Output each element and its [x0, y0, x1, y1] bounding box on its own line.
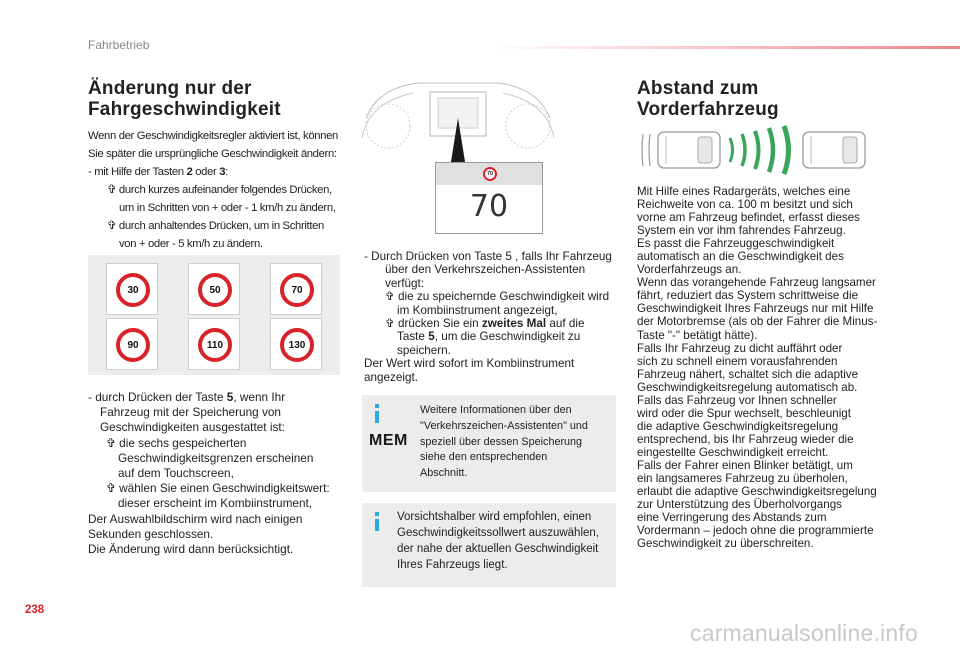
sub-bullet	[88, 217, 353, 235]
speed-sign-110[interactable]	[188, 318, 240, 370]
text-line: Vordermann – jedoch ohne die programmierte	[637, 524, 874, 538]
closing-line: Der Auswahlbildschirm wird nach einigen	[88, 511, 303, 526]
sub-bullet	[364, 317, 620, 330]
bullet-text: , wenn Ihr	[233, 390, 286, 404]
sub-bullet: ✞ die zu speichernde Geschwindigkeit wird	[385, 290, 610, 304]
sub-bullet-cont: speichern.	[397, 343, 451, 357]
sub-bullet-text: , um die Geschwindigkeit zu	[434, 330, 581, 344]
after-line: Der Wert wird sofort im Kombiinstrument	[364, 357, 575, 371]
bullet-traffic-sign: - Durch Drücken von Taste 5 , falls Ihr Fahrzeug	[364, 250, 612, 263]
info-line: Geschwindigkeitssollwert auszuwählen,	[397, 527, 599, 539]
info-line: siehe den entsprechenden	[420, 451, 548, 464]
bullet-cont: verfügt:	[385, 276, 424, 290]
speed-sign-70[interactable]	[270, 263, 322, 315]
header-rule	[490, 46, 960, 49]
info-icon	[375, 519, 379, 531]
text-line: Fahrzeug nähert, schaltet sich die adaptive	[637, 367, 859, 381]
text-line: Mit Hilfe eines Radargeräts, welches eine	[637, 185, 851, 198]
sub-bullet-cont: im Kombiinstrument angezeigt,	[397, 303, 558, 317]
right-title	[637, 78, 897, 120]
intro-line: Sie später die ursprüngliche Geschwindigkeit ändern:	[88, 148, 337, 160]
sub-bullet-text: ✞ durch kurzes aufeinander folgendes Drücken,	[107, 184, 332, 196]
info-icon	[375, 411, 379, 423]
bullet-text: :	[225, 166, 228, 178]
text-line: fährt, reduziert das System schrittweise die	[637, 289, 859, 303]
radar-distance-illustration	[638, 120, 888, 180]
info-text	[397, 509, 613, 573]
text-line: Es passt die Fahrzeuggeschwindigkeit	[637, 237, 835, 251]
text-line: ein langsameres Fahrzeug zu überholen,	[637, 472, 848, 486]
text-line: vorne am Fahrzeug befindet, erfasst dieses	[637, 211, 860, 225]
info-box-memory	[362, 395, 616, 492]
speed-selection-grid	[88, 255, 340, 375]
info-line: speziell über dessen Speicherung	[420, 435, 583, 448]
left-memory-text	[88, 390, 350, 557]
text-line: Geschwindigkeitsregelung automatisch ab.	[637, 380, 858, 394]
text-line: entsprechend, bis Ihr Fahrzeug wieder die	[637, 432, 854, 446]
text-line: Falls das Fahrzeug vor Ihnen schneller	[637, 393, 837, 407]
display-speed-value: 70	[469, 189, 509, 224]
bullet-keys	[88, 163, 353, 181]
sub-bullet-cont: von + oder - 5 km/h zu ändern.	[119, 238, 263, 250]
speed-limit-icon: 70	[280, 273, 314, 307]
sub-bullet-cont: auf dem Touchscreen,	[118, 466, 234, 481]
bullet-cont: Geschwindigkeiten ausgestattet ist:	[100, 420, 285, 435]
section-label: Fahrbetrieb	[88, 38, 150, 52]
sub-bullet-text: ✞ durch anhaltendes Drücken, um in Schritten	[107, 220, 324, 232]
key-3: 3	[219, 166, 226, 178]
closing-line: Die Änderung wird dann berücksichtigt.	[88, 542, 294, 557]
cluster-display	[435, 162, 543, 234]
sub-bullet-text: ✞ drücken Sie ein	[385, 317, 482, 331]
text-line: Vorderfahrzeugs an.	[637, 263, 742, 277]
sub-bullet	[88, 436, 350, 451]
bullet-text: - durch Drücken der Taste	[88, 390, 227, 404]
info-line: Vorsichtshalber wird empfohlen, einen	[397, 511, 592, 523]
closing-line: Sekunden geschlossen.	[88, 526, 214, 541]
sub-bullet-cont: um in Schritten von + oder - 1 km/h zu ändern,	[119, 202, 336, 214]
key-5: 5	[226, 390, 234, 404]
bullet-cont: Fahrzeug mit der Speicherung von	[100, 405, 281, 420]
left-title-line2: Fahrgeschwindigkeit	[88, 99, 281, 120]
right-title-line2: Vorderfahrzeug	[637, 99, 779, 120]
info-line: Weitere Informationen über den	[420, 404, 572, 416]
sub-bullet-text: Taste	[397, 330, 429, 344]
mem-label: MEM	[369, 432, 408, 449]
text-line: zur Unterstützung des Überholvorgangs	[637, 498, 842, 512]
speed-limit-icon: 70	[483, 167, 497, 181]
speed-limit-icon: 50	[198, 273, 232, 307]
text-line: Reichweite von ca. 100 m besitzt und sich	[637, 198, 853, 212]
info-text	[420, 403, 612, 482]
speed-limit-icon: 110	[198, 328, 232, 362]
bullet-memory	[88, 390, 350, 405]
bullet-text: - mit Hilfe der Tasten	[88, 166, 187, 178]
text-line: Geschwindigkeit Ihres Fahrzeugs nur mit Hilfe	[637, 302, 874, 316]
intro-line: Wenn der Geschwindigkeitsregler aktiviert ist, können	[88, 130, 338, 142]
speed-limit-icon: 30	[116, 273, 150, 307]
speed-limit-icon: 130	[280, 328, 314, 362]
info-icon-dot	[375, 404, 379, 408]
sub-bullet-cont: Geschwindigkeitsgrenzen erscheinen	[118, 450, 314, 465]
after-line: angezeigt.	[364, 370, 418, 384]
text-line: wird oder die Spur wechselt, beschleunigt	[637, 406, 851, 420]
sub-bullet	[88, 481, 350, 496]
middle-text	[364, 250, 620, 384]
text-line: sich zu schnell einem vorausfahrenden	[637, 354, 838, 368]
right-body-text	[637, 185, 899, 550]
info-line: Abschnitt.	[420, 467, 468, 480]
text-line: automatisch an die Geschwindigkeit des	[637, 250, 844, 264]
info-line: der nahe der aktuellen Geschwindigkeit	[397, 543, 599, 555]
sub-bullet-cont: dieser erscheint im Kombiinstrument,	[118, 496, 313, 511]
sub-bullet-text: ✞ wählen Sie einen Geschwindigkeitswert:	[106, 481, 330, 496]
info-line: "Verkehrszeichen-Assistenten" und	[420, 419, 588, 432]
left-title	[88, 78, 348, 120]
watermark: carmanualsonline.info	[690, 620, 918, 646]
speed-limit-icon: 90	[116, 328, 150, 362]
right-title-line1: Abstand zum	[637, 78, 759, 99]
speed-sign-130[interactable]	[270, 318, 322, 370]
text-line: Falls Ihr Fahrzeug zu dicht auffährt oder	[637, 341, 843, 355]
text-line: erlaubt die adaptive Geschwindigkeitsregelung	[637, 485, 877, 499]
bullet-cont: über den Verkehrszeichen-Assistenten	[385, 263, 586, 277]
text-line: Taste "-" betätigt hätte).	[637, 328, 758, 342]
text-line: System ein vor ihm fahrendes Fahrzeug.	[637, 224, 846, 238]
sub-bullet-text: auf die	[546, 317, 585, 331]
text-line: die adaptive Geschwindigkeitsregelung	[637, 419, 839, 433]
bullet-text: oder	[192, 166, 220, 178]
info-line: Ihres Fahrzeugs liegt.	[397, 559, 508, 571]
left-title-line1: Änderung nur der	[88, 78, 252, 99]
emphasis: zweites Mal	[481, 317, 547, 331]
left-intro	[88, 127, 353, 253]
sub-bullet-text: ✞ die sechs gespeicherten	[106, 435, 247, 450]
text-line: Falls der Fahrer einen Blinker betätigt, um	[637, 458, 853, 472]
key-2: 2	[186, 166, 193, 178]
text-line: Geschwindigkeit zu überschreiten.	[637, 537, 814, 551]
speed-sign-50[interactable]	[188, 263, 240, 315]
text-line: eingestellte Geschwindigkeit erreicht.	[637, 445, 829, 459]
sub-bullet	[88, 181, 353, 199]
page-number: 238	[25, 604, 45, 616]
text-line: der Motorbremse (als ob der Fahrer die Minus-	[637, 315, 878, 329]
sub-bullet-cont	[364, 330, 620, 343]
key-5: 5	[428, 330, 435, 344]
info-box-caution	[362, 503, 616, 587]
speed-sign-90[interactable]	[106, 318, 158, 370]
text-line: eine Verringerung des Abstands zum	[637, 511, 827, 525]
info-icon-dot	[375, 512, 379, 516]
text-line: Wenn das vorangehende Fahrzeug langsamer	[637, 276, 876, 290]
speed-sign-30[interactable]	[106, 263, 158, 315]
